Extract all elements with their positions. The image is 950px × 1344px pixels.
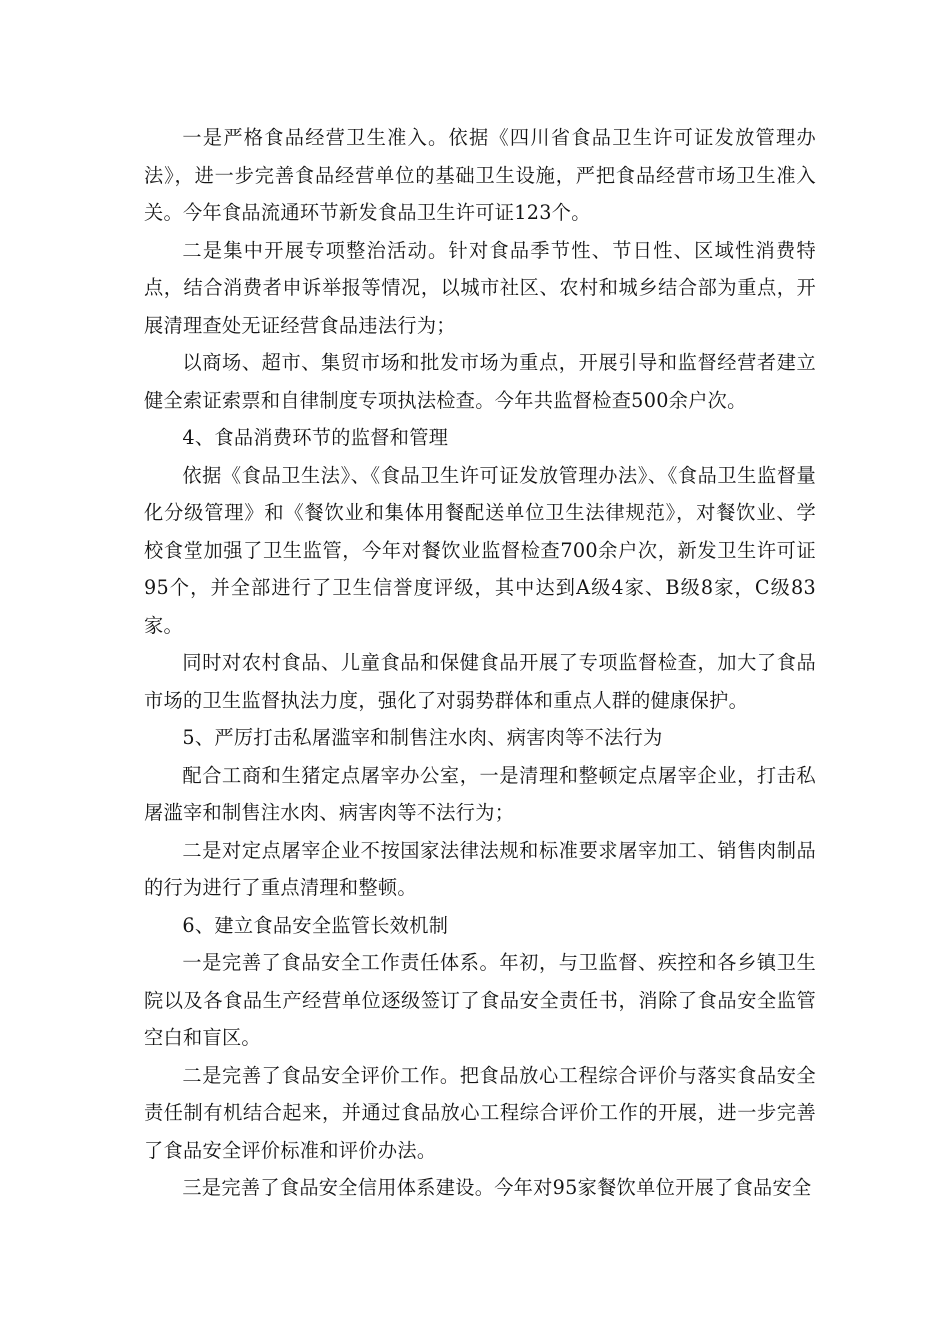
section-heading-consumption: 4、食品消费环节的监督和管理: [182, 426, 449, 449]
document-body: [144, 119, 816, 1207]
paragraph-strict-access: 一是严格食品经营卫生准入。依据《四川省食品卫生许可证发放管理办法》，进一步完善食品经营单位的基础卫生设施，严把食品经营市场卫生准入关。今年食品流通环节新发食品卫生许可证123个。: [144, 126, 816, 224]
paragraph-slaughter-cleanup: 配合工商和生猪定点屠宰办公室，一是清理和整顿定点屠宰企业，打击私屠滥宰和制售注水肉、病害肉等不法行为；: [144, 763, 816, 824]
paragraph-slaughter-rectification: 二是对定点屠宰企业不按国家法律法规和标准要求屠宰加工、销售肉制品的行为进行了重点清理和整顿。: [144, 838, 816, 899]
paragraph-credit-system: 三是完善了食品安全信用体系建设。今年对95家餐饮单位开展了食品安全: [182, 1176, 812, 1199]
paragraph-special-foods: 同时对农村食品、儿童食品和保健食品开展了专项监督检查，加大了食品市场的卫生监督执法力度，强化了对弱势群体和重点人群的健康保护。: [144, 651, 816, 712]
paragraph-responsibility-system: 一是完善了食品安全工作责任体系。年初，与卫监督、疾控和各乡镇卫生院以及各食品生产经营单位逐级签订了食品安全责任书，消除了食品安全监管空白和盲区。: [144, 951, 816, 1049]
paragraph-catering-supervision: 依据《食品卫生法》、《食品卫生许可证发放管理办法》、《食品卫生监督量化分级管理》和《餐饮业和集体用餐配送单位卫生法律规范》，对餐饮业、学校食堂加强了卫生监管，今年对餐饮业监督检查700余户次，新发卫生许可证95个，并全部进行了卫生信誉度评级，其中达到A级4家、B级8家，C级83家。: [144, 463, 816, 637]
paragraph-market-inspection: 以商场、超市、集贸市场和批发市场为重点，开展引导和监督经营者建立健全索证索票和自律制度专项执法检查。今年共监督检查500余户次。: [144, 351, 816, 412]
section-heading-illegal-slaughter: 5、严厉打击私屠滥宰和制售注水肉、病害肉等不法行为: [182, 726, 663, 749]
paragraph-special-rectification: 二是集中开展专项整治活动。针对食品季节性、节日性、区域性消费特点，结合消费者申诉举报等情况，以城市社区、农村和城乡结合部为重点，开展清理查处无证经营食品违法行为；: [144, 238, 816, 337]
paragraph-safety-evaluation: 二是完善了食品安全评价工作。把食品放心工程综合评价与落实食品安全责任制有机结合起来，并通过食品放心工程综合评价工作的开展，进一步完善了食品安全评价标准和评价办法。: [144, 1063, 816, 1162]
section-heading-long-term-mechanism: 6、建立食品安全监管长效机制: [182, 913, 449, 937]
